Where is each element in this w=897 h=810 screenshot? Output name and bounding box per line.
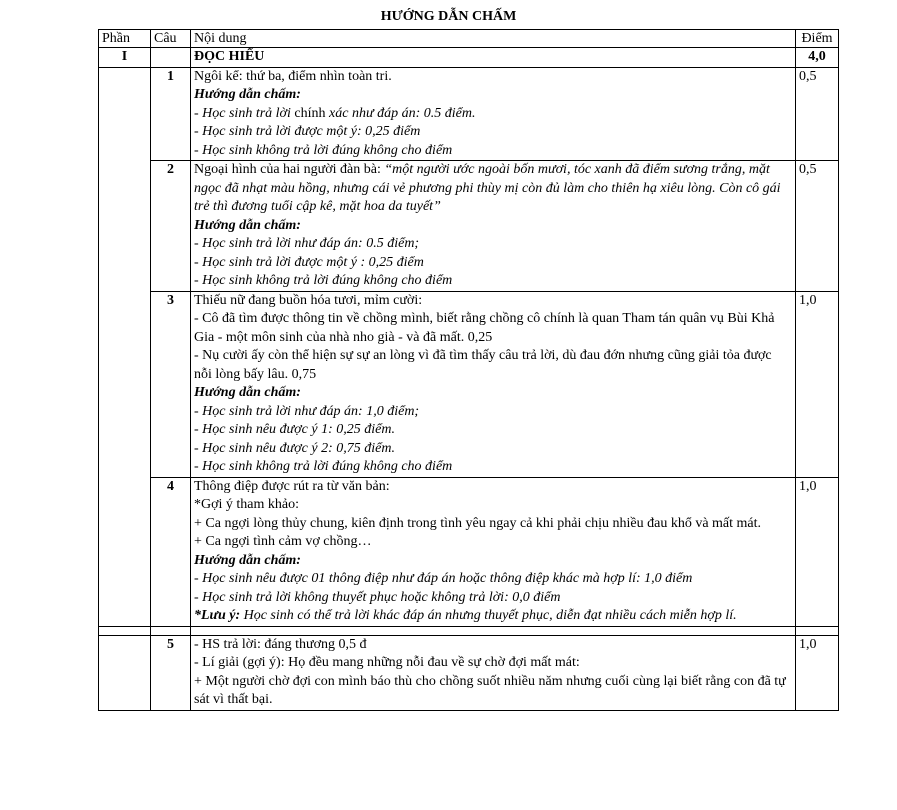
guide-line-part: chính [294,105,326,121]
answer-quote: “một người ước ngoài bốn mươi, tóc xanh đã điểm sương trắng, mặt ngọc đã nhạt màu hồng, nhưng cái vẻ phương phi thùy mị còn đủ làm cho thiên hạ xiêu lòng. Còn cô gái trẻ thì đương tuổi cập kê, mặt hoa da tuyết” [194,162,781,214]
answer-text: Ngôi kể: thứ ba, điểm nhìn toàn tri. [194,68,392,84]
header-score: Điểm [796,30,839,48]
section-title: ĐỌC HIỂU [191,48,796,68]
grading-table [98,29,839,711]
answer-text: - Nụ cười ấy còn thể hiện sự sự an lòng vì đã tìm thấy câu trả lời, dù đau đớn nhưng cũng giải tỏa được nỗi lòng bấy lâu. 0,75 [194,348,772,382]
question-number: 5 [151,635,191,710]
table-row-q2 [99,161,839,292]
question-content [191,291,796,477]
spacer-cell [191,626,796,635]
guide-line [194,105,792,124]
table-row-q5 [99,635,839,710]
guide-line: - Học sinh trả lời được một ý: 0,25 điểm [194,124,421,139]
question-score: 1,0 [796,291,839,477]
question-number: 2 [151,161,191,292]
header-content: Nội dung [191,30,796,48]
guide-line: - Học sinh trả lời không thuyết phục hoặc không trả lời: 0,0 điểm [194,589,561,605]
table-header-row [99,30,839,48]
section-question-empty [151,48,191,68]
answer-text: Thông điệp được rút ra từ văn bản: [194,478,390,494]
guide-line-part: - Học sinh trả lời [194,105,295,121]
guide-title: Hướng dẫn chấm: [194,87,301,102]
guide-line: - Học sinh trả lời được một ý : 0,25 điểm [194,254,424,270]
question-content [191,477,796,626]
note-label: *Lưu ý: [194,608,241,623]
question-content [191,67,796,161]
section-part: I [99,48,151,68]
answer-text: - HS trả lời: đáng thương 0,5 đ [194,636,367,652]
guide-line: - Học sinh không trả lời đúng không cho điểm [194,273,453,288]
spacer-cell [796,626,839,635]
question-score: 1,0 [796,477,839,626]
answer-text: + Một người chờ đợi con mình báo thù cho chồng suốt nhiều năm nhưng cuối cùng lại biết rằng con đã tự sát vì thất bại. [194,673,786,707]
answer-prefix: Ngoại hình của hai người đàn bà: [194,162,385,177]
table-row-q1 [99,67,839,161]
section-score: 4,0 [796,48,839,68]
answer-text: - Cô đã tìm được thông tin về chồng mình, biết rằng chồng cô chính là quan Tham tán quân vụ Bùi Khả Gia - một môn sinh của nhà nho già - và đã mất. 0,25 [194,311,775,345]
note-text: Học sinh có thể trả lời khác đáp án nhưng thuyết phục, diễn đạt nhiều cách miễn hợp lí. [240,608,737,623]
answer-text: + Ca ngợi lòng thủy chung, kiên định trong tình yêu ngay cả khi phải chịu nhiều đau khổ và mất mát. [194,515,762,531]
answer-text [194,161,792,217]
note-line [194,607,792,626]
guide-line: - Học sinh trả lời như đáp án: 0.5 điểm; [194,236,420,251]
question-score: 0,5 [796,67,839,161]
guide-line: - Học sinh nêu được ý 1: 0,25 điểm. [194,422,395,437]
answer-text: + Ca ngợi tình cảm vợ chồng… [194,534,372,549]
question-number: 4 [151,477,191,626]
guide-line-part: xác như đáp án: 0.5 điểm. [325,105,476,121]
question-score: 0,5 [796,161,839,292]
header-question: Câu [151,30,191,48]
answer-text: Thiếu nữ đang buồn hóa tươi, mỉm cười: [194,292,423,308]
guide-line: - Học sinh không trả lời đúng không cho điểm [194,142,453,158]
guide-title: Hướng dẫn chấm: [194,385,301,400]
guide-line: - Học sinh không trả lời đúng không cho điểm [194,459,453,474]
spacer-cell [99,626,151,635]
guide-line: - Học sinh nêu được ý 2: 0,75 điểm. [194,440,395,456]
question-score: 1,0 [796,635,839,710]
spacer-row [99,626,839,635]
spacer-cell [151,626,191,635]
page-title: HƯỚNG DẪN CHẤM [380,9,517,24]
part-cell-empty [99,635,151,710]
table-row-q3 [99,291,839,477]
question-number: 3 [151,291,191,477]
part-cell-empty [99,67,151,626]
question-content [191,635,796,710]
answer-text: - Lí giải (gợi ý): Họ đều mang những nỗi đau về sự chờ đợi mất mát: [194,655,580,670]
table-row-q4 [99,477,839,626]
guide-line: - Học sinh nêu được 01 thông điệp như đáp án hoặc thông điệp khác mà hợp lí: 1,0 điểm [194,571,693,586]
guide-title: Hướng dẫn chấm: [194,552,301,568]
guide-title: Hướng dẫn chấm: [194,217,301,233]
header-part: Phần [99,30,151,48]
guide-line: - Học sinh trả lời như đáp án: 1,0 điểm; [194,403,420,419]
question-number: 1 [151,67,191,161]
question-content [191,161,796,292]
section-row [99,48,839,68]
answer-text: *Gợi ý tham khảo: [194,497,299,512]
